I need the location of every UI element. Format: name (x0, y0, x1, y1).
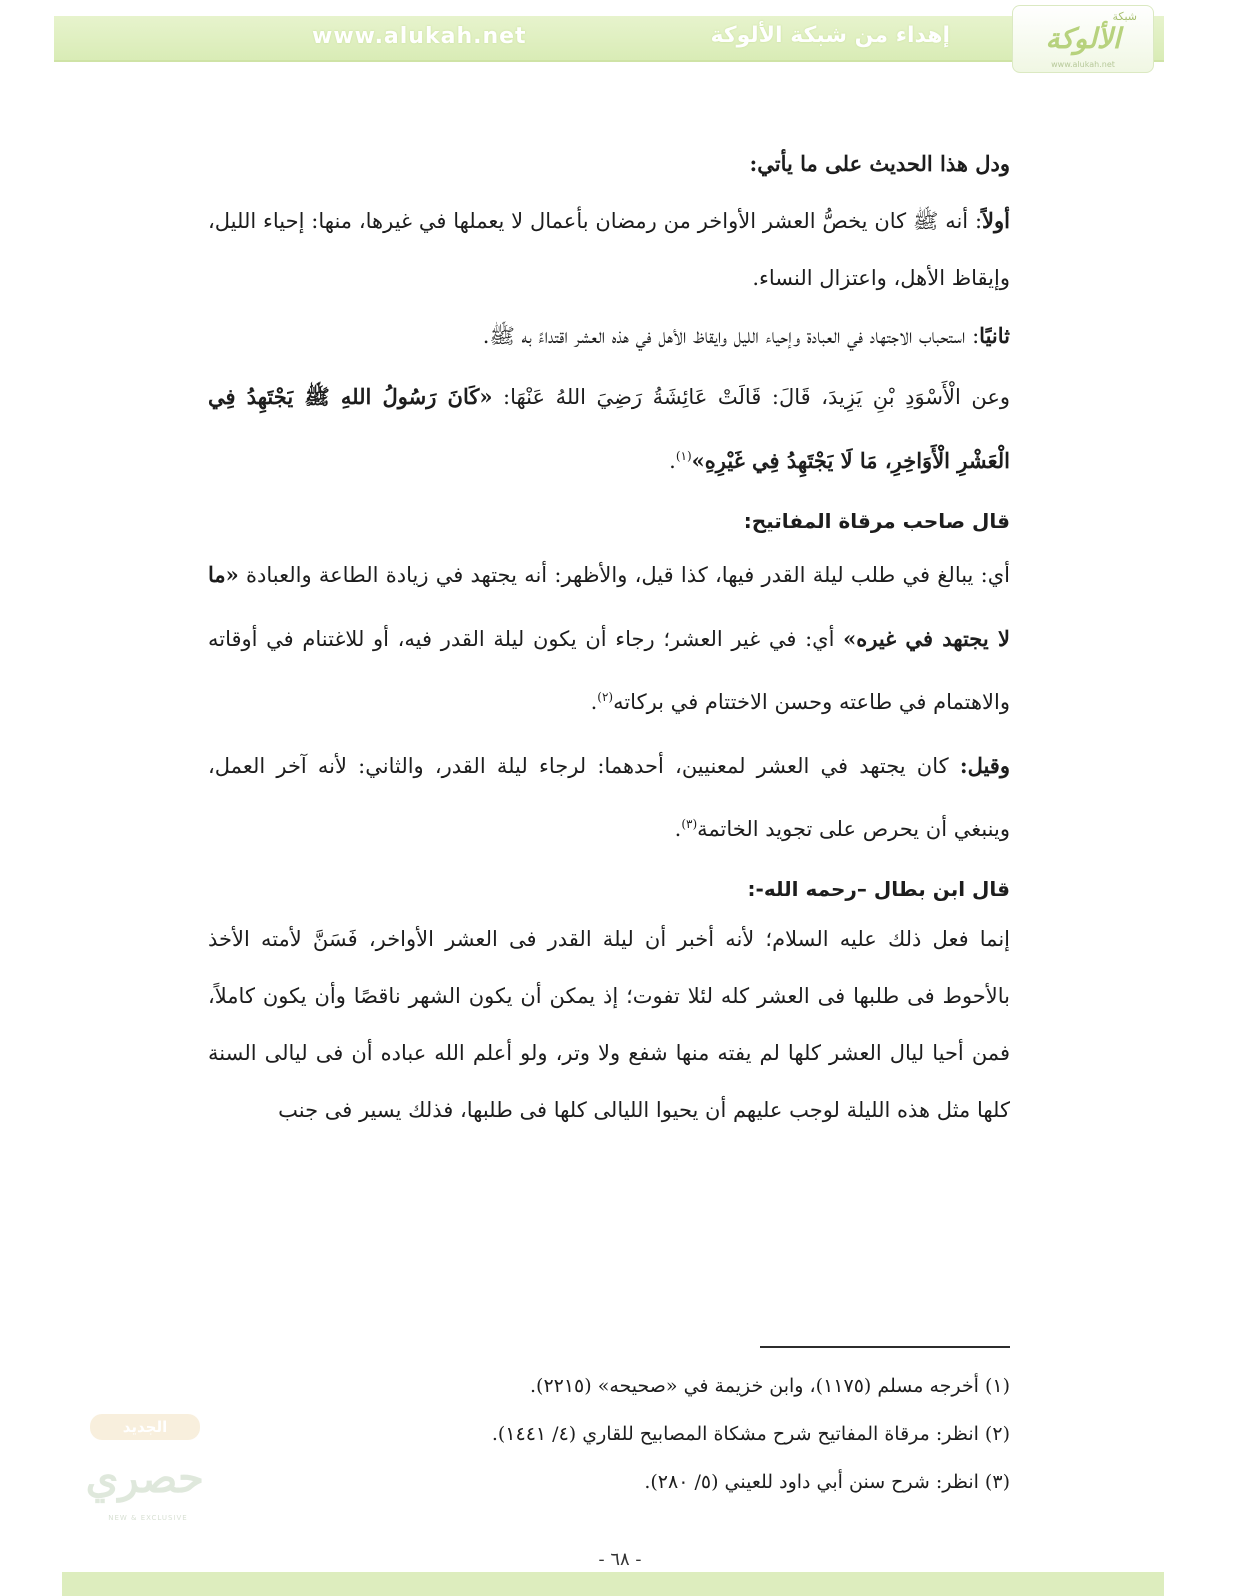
logo-main-text: الألوكة (1045, 22, 1121, 55)
point-first-text: : أنه ﷺ كان يخصُّ العشر الأواخر من رمضان بأعمال لا يعملها في غيرها، منها: إحياء الليل، وإيقاظ الأهل، واعتزال النساء. (208, 209, 1010, 290)
qila-text: كان يجتهد في العشر لمعنيين، أحدهما: لرجاء ليلة القدر، والثاني: لأنه آخر العمل، وينبغي أن يحرص على تجويد الخاتمة (208, 754, 1010, 841)
mirqat-text-1: أي: يبالغ في طلب ليلة القدر فيها، كذا قيل، والأظهر: أنه يجتهد في زيادة الطاعة والعبادة (246, 563, 1010, 587)
heading-battal: قال ابن بطال –رحمه الله-: (747, 877, 1010, 901)
footer-band (62, 1572, 1164, 1596)
badge-main-text: حصري (85, 1453, 204, 1502)
header-gift-text: إهداء من شبكة الألوكة (710, 23, 950, 48)
mirqat-quote: «ما لا يجتهد في غيره» (208, 562, 1010, 651)
footnote-2: (٢) انظر: مرقاة المفاتيح شرح مشكاة المصابيح للقاري (٤/ ١٤٤١). (491, 1423, 1010, 1445)
intro-line: ودل هذا الحديث على ما يأتي: (749, 151, 1010, 176)
badge-sub-text: NEW & EXCLUSIVE (108, 1514, 188, 1522)
hadith-intro: وعن الْأَسْوَدِ بْنِ يَزِيدَ، قَالَ: قَالَتْ عَائِشَةُ رَضِيَ اللهُ عَنْهَا: (503, 385, 1010, 409)
heading-mirqat: قال صاحب مرقاة المفاتيح: (743, 509, 1010, 533)
qila-label: وقيل: (959, 753, 1010, 778)
footnote-divider (760, 1346, 1010, 1348)
mirqat-text-2: أي: في غير العشر؛ رجاء أن يكون ليلة القدر فيه، أو للاغتنام في أوقاته والاهتمام في طاعته وحسن الاختتام في بركاته (208, 627, 1010, 714)
battal-paragraph: إنما فعل ذلك عليه السلام؛ لأنه أخبر أن ليلة القدر فى العشر الأواخر، فَسَنَّ لأمته الأخذ بالأحوط فى طلبها فى العشر كله لئلا تفوت؛ إذ يمكن أن يكون الشهر ناقصًا وأن يكون كاملاً، فمن أحيا ليال العشر كلها لم يفته منها شفع ولا وتر، ولو أعلم الله عباده أن فى ليالى السنة كلها مثل هذه الليلة لوجب عليهم أن يحيوا الليالى كلها فى طلبها، فذلك يسير فى جنب (208, 927, 1010, 1122)
hadith-text: «كَانَ رَسُولُ اللهِ ﷺ يَجْتَهِدُ فِي الْعَشْرِ الْأَوَاخِرِ، مَا لَا يَجْتَهِدُ فِي غَيْرِهِ» (208, 384, 1010, 473)
alukah-logo[interactable] (1012, 5, 1154, 73)
mirqat-paragraph: أي: يبالغ في طلب ليلة القدر فيها، كذا قيل، والأظهر: أنه يجتهد في زيادة الطاعة والعبادة «ما لا يجتهد في غيره» أي: في غير العشر؛ رجاء أن يكون ليلة القدر فيه، أو للاغتنام في أوقاته والاهتمام في طاعته وحسن الاختتام في بركاته$^{(٢)}$. (208, 562, 1010, 714)
logo-small-text: شبكة (1112, 10, 1137, 23)
footnote-1: (١) أخرجه مسلم (١١٧٥)، وابن خزيمة في «صحيحه» (٢٢١٥). (529, 1375, 1010, 1397)
header-url[interactable]: www.alukah.net (312, 24, 527, 49)
new-exclusive-badge (86, 1400, 210, 1530)
point-second (208, 307, 1010, 365)
qila-paragraph: وقيل: كان يجتهد في العشر لمعنيين، أحدهما: لرجاء ليلة القدر، والثاني: لأنه آخر العمل، وينبغي أن يحرص على تجويد الخاتمة$^{(٣)}$. (208, 753, 1010, 841)
footnotes (440, 1362, 1010, 1506)
footnote-ref-2[interactable]: (٢) (597, 690, 614, 704)
page-body (208, 135, 1010, 1139)
footnote-ref-3[interactable]: (٣) (681, 817, 698, 831)
page-number: - ٦٨ - (598, 1549, 642, 1570)
point-second-text: : استحباب الاجتهاد في العبادة وإحياء الليل وايقاظ الأهل في هذه العشر اقتداءً به ﷺ. (482, 324, 980, 348)
point-second-label: ثانيًا (979, 323, 1010, 348)
logo-url-text: www.alukah.net (1051, 60, 1115, 69)
footnote-ref-1[interactable]: (١) (675, 449, 692, 463)
header-band (54, 16, 1164, 62)
point-first-label: أولاً (982, 208, 1010, 233)
point-first (208, 192, 1010, 307)
hadith-paragraph: وعن الْأَسْوَدِ بْنِ يَزِيدَ، قَالَ: قَالَتْ عَائِشَةُ رَضِيَ اللهُ عَنْهَا: «كَانَ رَسُولُ اللهِ ﷺ يَجْتَهِدُ فِي الْعَشْرِ الْأَوَاخِرِ، مَا لَا يَجْتَهِدُ فِي غَيْرِهِ»$^{(١)}$. (208, 384, 1010, 473)
badge-top-text: الجديد (90, 1414, 200, 1440)
footnote-3: (٣) انظر: شرح سنن أبي داود للعيني (٥/ ٢٨٠). (644, 1471, 1010, 1493)
